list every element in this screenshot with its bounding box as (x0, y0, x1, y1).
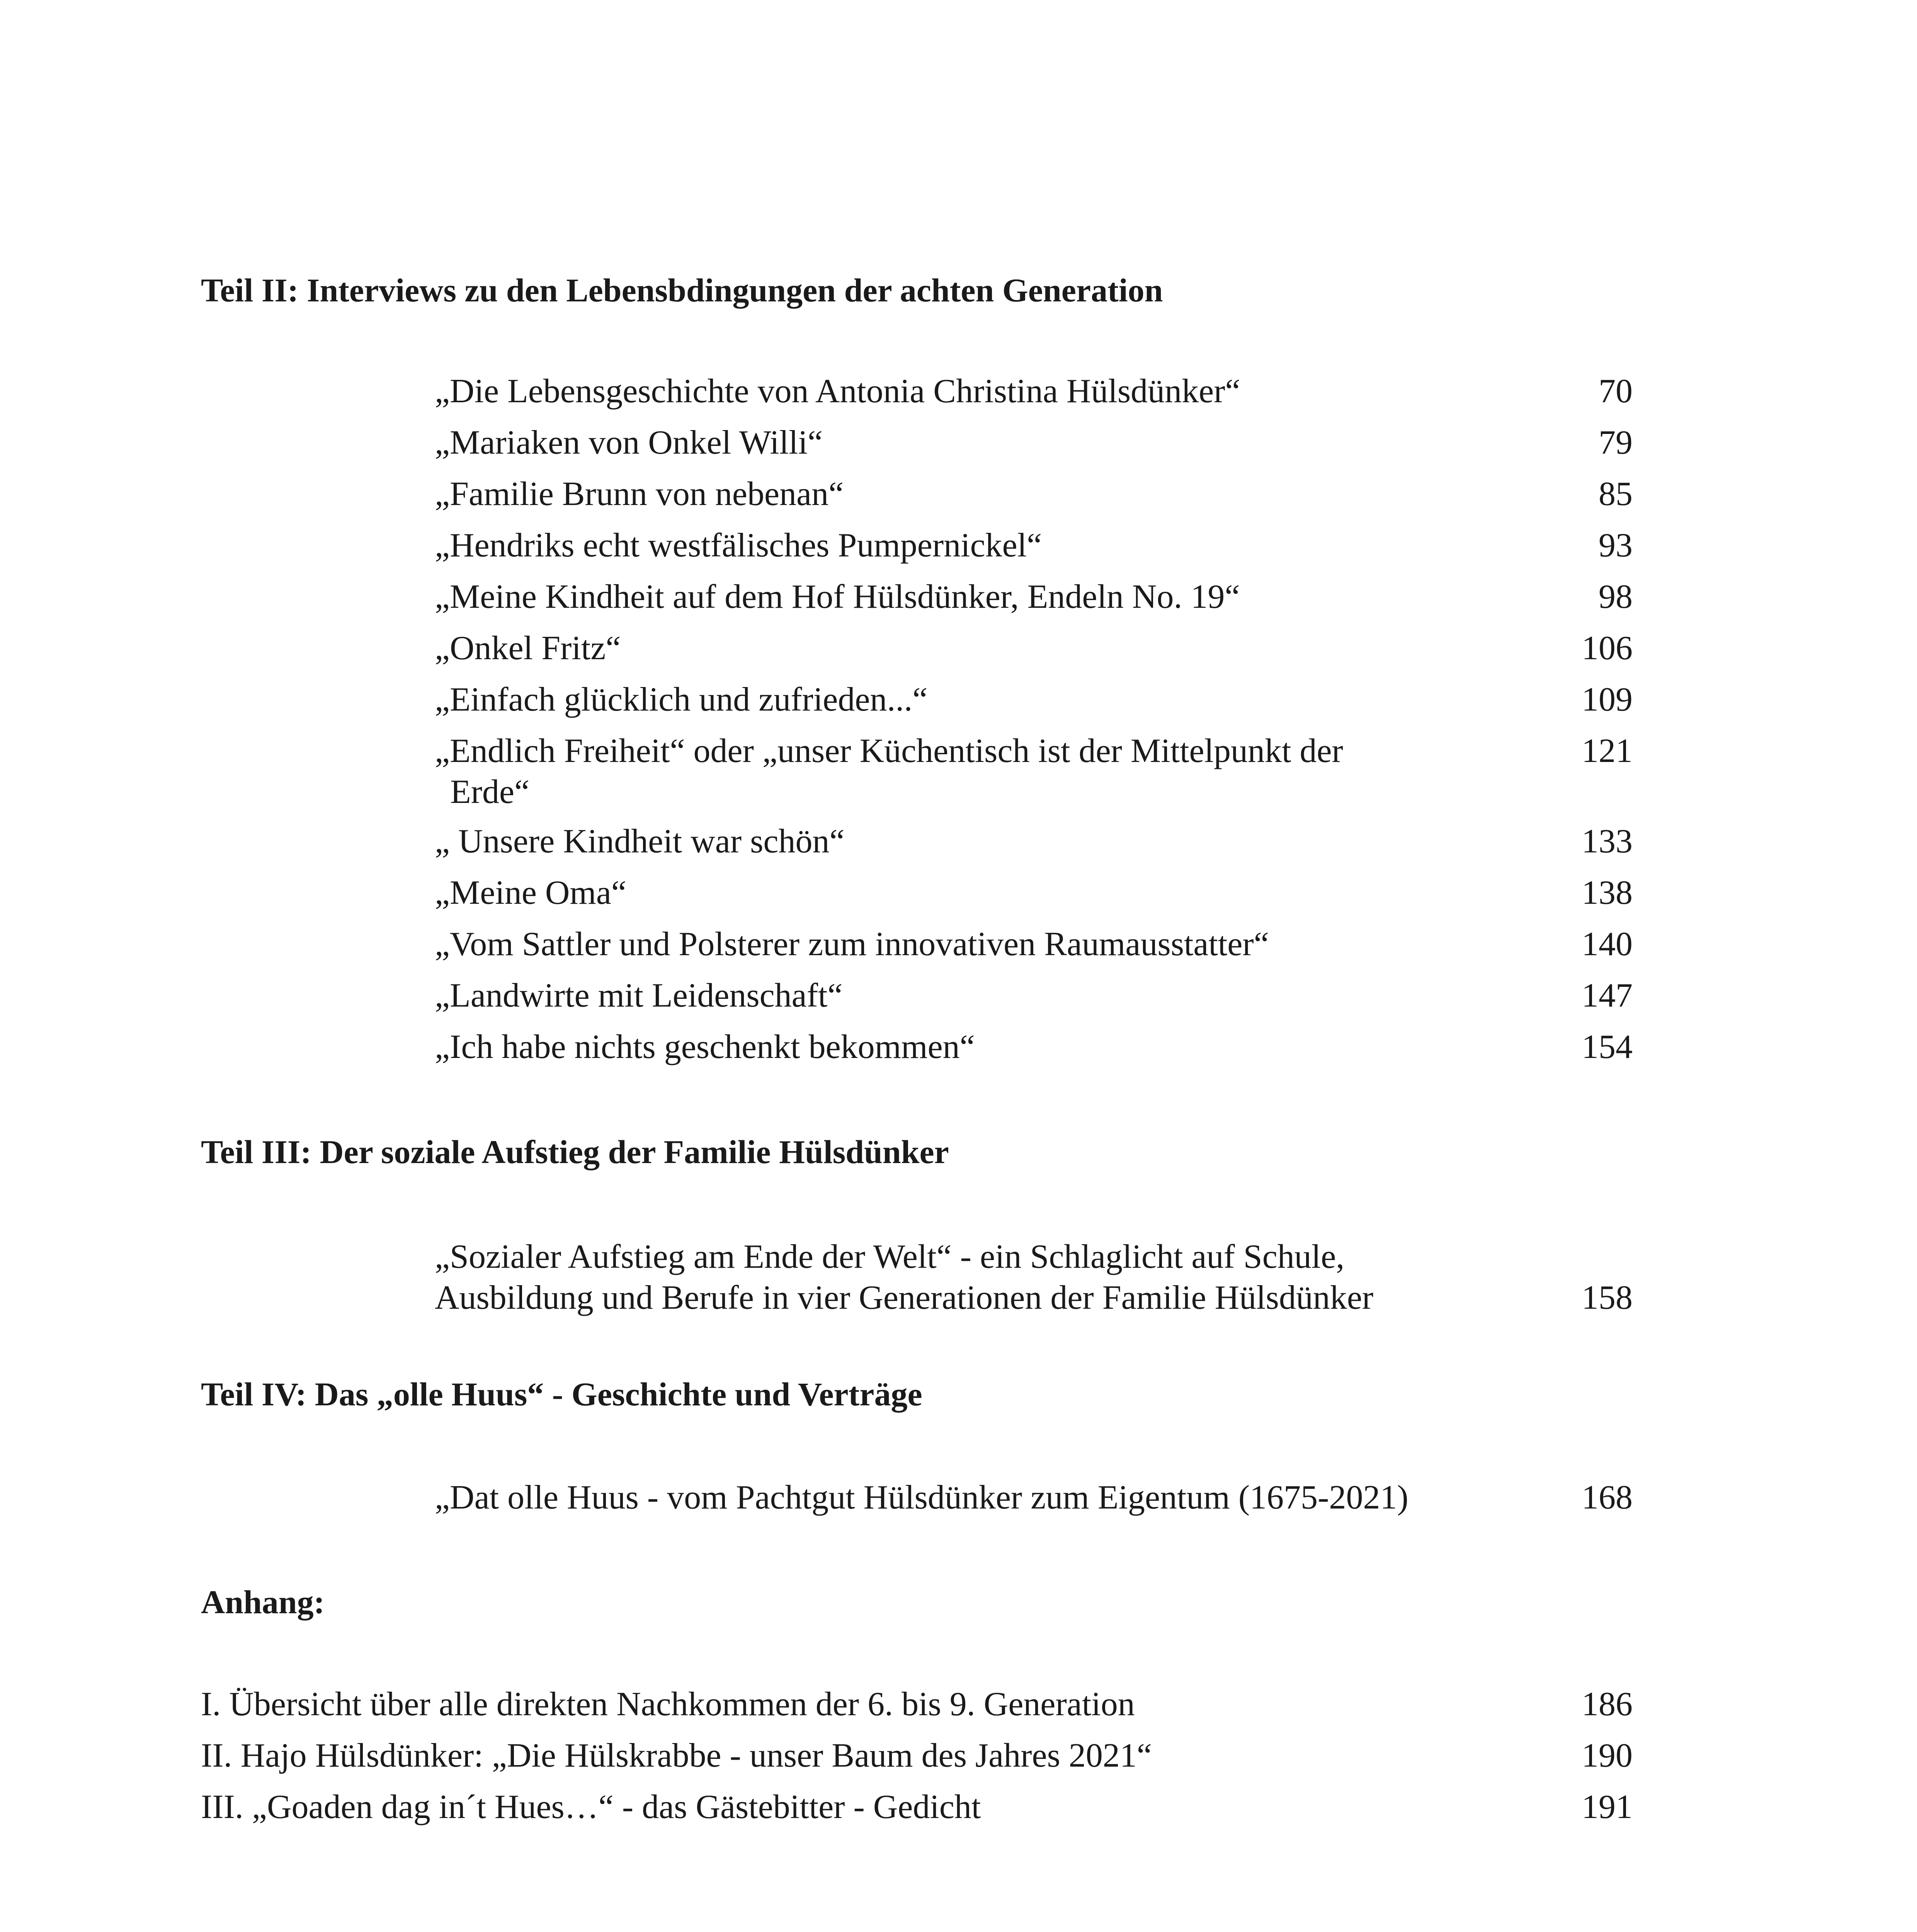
toc-entry-page: 147 (1582, 977, 1633, 1014)
toc-entry-page: 106 (1582, 629, 1633, 667)
toc-entry-page: 98 (1599, 578, 1633, 616)
section-heading-part-3: Teil III: Der soziale Aufstieg der Familie Hülsdünker (201, 1133, 949, 1170)
appendix-entry (201, 1787, 1633, 1828)
appendix-entry-title: I. Übersicht über alle direkten Nachkommen der 6. bis 9. Generation (201, 1685, 1135, 1723)
section-heading-part-2: Teil II: Interviews zu den Lebensbdingungen der achten Generation (201, 272, 1163, 309)
toc-entry-page: 85 (1599, 475, 1633, 513)
toc-entry-page: 121 (1582, 732, 1633, 770)
toc-entry (435, 975, 1633, 1016)
toc-entry-page: 138 (1582, 874, 1633, 912)
toc-entry-title: „Dat olle Huus - vom Pachtgut Hülsdünker zum Eigentum (1675-2021) (435, 1479, 1408, 1516)
toc-entry (435, 924, 1633, 965)
toc-entry (435, 872, 1633, 913)
toc-entry-title: „Sozialer Aufstieg am Ende der Welt“ - ein Schlaglicht auf Schule, (435, 1238, 1345, 1276)
toc-entry (435, 628, 1633, 669)
toc-entry-page: 109 (1582, 681, 1633, 718)
toc-entry-title: „Endlich Freiheit“ oder „unser Küchentisch ist der Mittelpunkt der (435, 732, 1343, 770)
appendix-entry (201, 1735, 1633, 1776)
toc-entry (435, 1477, 1633, 1518)
appendix-entry-title: II. Hajo Hülsdünker: „Die Hülskrabbe - unser Baum des Jahres 2021“ (201, 1737, 1152, 1774)
toc-entry-title: „Meine Kindheit auf dem Hof Hülsdünker, Endeln No. 19“ (435, 578, 1240, 616)
toc-entry (435, 731, 1633, 812)
toc-entry-page: 79 (1599, 424, 1633, 461)
toc-entry-title-continuation: Erde“ (450, 773, 530, 811)
section-heading-appendix: Anhang: (201, 1583, 325, 1621)
toc-entry-title: „Onkel Fritz“ (435, 629, 621, 667)
toc-entry-title: „Einfach glücklich und zufrieden...“ (435, 681, 928, 718)
toc-entry-page: 93 (1599, 527, 1633, 564)
toc-entry-page: 140 (1582, 925, 1633, 963)
toc-entry-title-line-2: Ausbildung und Berufe in vier Generationen der Familie Hülsdünker (435, 1279, 1374, 1316)
appendix-entry-page: 191 (1582, 1788, 1633, 1826)
appendix-entry-page: 190 (1582, 1737, 1633, 1774)
toc-entry-title: „Die Lebensgeschichte von Antonia Christina Hülsdünker“ (435, 372, 1240, 410)
toc-entry-title: „Hendriks echt westfälisches Pumpernickel“ (435, 527, 1042, 564)
toc-entry-page: 168 (1582, 1479, 1633, 1516)
appendix-entry (201, 1684, 1633, 1725)
toc-entry-page: 70 (1599, 372, 1633, 410)
appendix-entry-page: 186 (1582, 1685, 1633, 1723)
appendix-entry-title: III. „Goaden dag in´t Hues…“ - das Gästebitter - Gedicht (201, 1788, 981, 1826)
toc-entry (435, 577, 1633, 617)
toc-entry (435, 422, 1633, 463)
toc-entry-title: „Meine Oma“ (435, 874, 626, 912)
toc-entry (435, 821, 1633, 862)
toc-entry-title: „ Unsere Kindheit war schön“ (435, 823, 845, 860)
toc-entry-title: „Ich habe nichts geschenkt bekommen“ (435, 1028, 975, 1066)
toc-entry-title: „Mariaken von Onkel Willi“ (435, 424, 823, 461)
toc-entry (435, 371, 1633, 412)
toc-entry (435, 1236, 1633, 1318)
toc-entry (435, 1027, 1633, 1068)
toc-entry (435, 525, 1633, 566)
toc-entry (435, 474, 1633, 515)
toc-entry-page: 154 (1582, 1028, 1633, 1066)
toc-entry-page: 133 (1582, 823, 1633, 860)
toc-entry-title: „Landwirte mit Leidenschaft“ (435, 977, 843, 1014)
section-heading-part-4: Teil IV: Das „olle Huus“ - Geschichte und Verträge (201, 1376, 922, 1413)
toc-entry-page: 158 (1582, 1279, 1633, 1316)
toc-entry (435, 679, 1633, 720)
toc-entry-title: „Familie Brunn von nebenan“ (435, 475, 844, 513)
toc-entry-title: „Vom Sattler und Polsterer zum innovativen Raumausstatter“ (435, 925, 1269, 963)
